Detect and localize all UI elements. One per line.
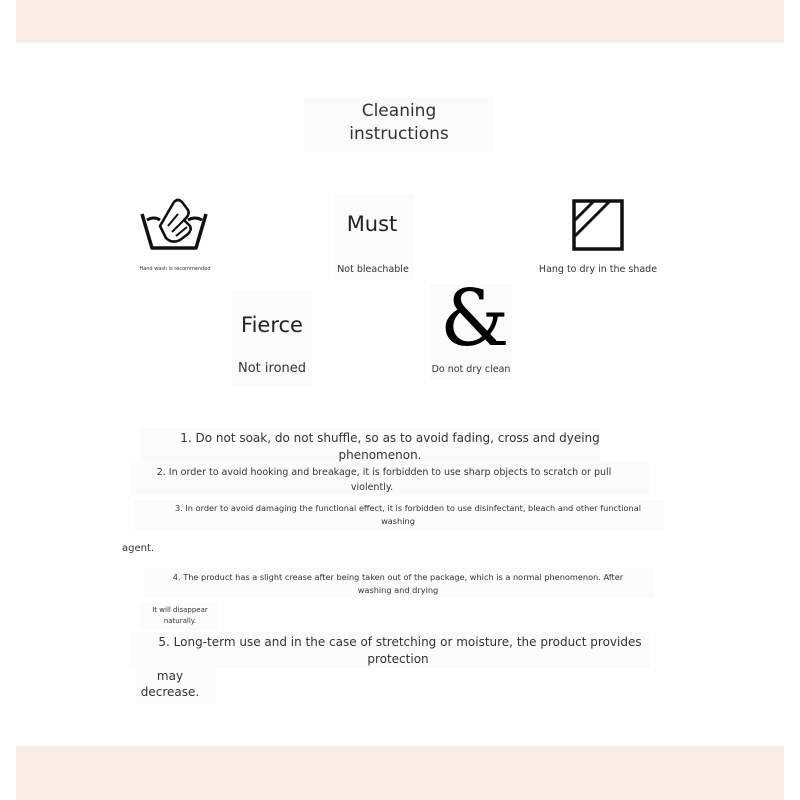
- dry-in-shade-icon: [572, 199, 626, 253]
- note-4-line-b: washing and drying: [357, 585, 439, 595]
- note-1-line-a: 1. Do not soak, do not shuffle, so as to avoid fading, cross and dyeing: [180, 431, 600, 445]
- page-title: [304, 97, 494, 152]
- dry-in-shade-caption: Hang to dry in the shade: [538, 264, 658, 275]
- top-band: [16, 0, 784, 43]
- title-line-1: Cleaning: [361, 101, 437, 121]
- note-3-line-a: 3. In order to avoid damaging the functional effect, it is forbidden to use disinfectant, bleach and other functional: [174, 503, 642, 513]
- note-5-line-b: protection: [367, 652, 429, 666]
- note-4-line-c2: naturally.: [163, 617, 197, 625]
- note-3-line-c: agent.: [122, 543, 155, 554]
- bleach-caption: Not bleachable: [337, 264, 409, 275]
- note-2-line-a: 2. In order to avoid hooking and breakage, it is forbidden to use sharp objects to scratch or pull: [156, 467, 612, 478]
- bleach-word: Must: [346, 212, 398, 236]
- dry-clean-caption: Do not dry clean: [431, 364, 511, 375]
- iron-caption: Not ironed: [237, 361, 307, 376]
- note-4-line-a: 4. The product has a slight crease after being taken out of the package, which is a normal phenomenon. After: [172, 572, 624, 582]
- note-5-line-a: 5. Long-term use and in the case of stretching or moisture, the product provides: [158, 635, 642, 649]
- title-line-2: instructions: [349, 124, 449, 144]
- ampersand-icon: &: [440, 274, 510, 364]
- note-3-line-b: washing: [381, 516, 415, 526]
- hand-wash-icon: [138, 196, 210, 256]
- note-5-line-c1: may: [156, 669, 184, 683]
- note-4-line-c1: It will disappear: [152, 606, 208, 614]
- hand-wash-caption: Hand wash is recommended: [139, 266, 211, 272]
- bottom-band: [16, 746, 784, 800]
- note-1-line-b: phenomenon.: [338, 448, 422, 462]
- note-2-line-b: violently.: [350, 482, 394, 493]
- note-5-line-c2: decrease.: [140, 685, 200, 699]
- iron-word: Fierce: [241, 313, 303, 337]
